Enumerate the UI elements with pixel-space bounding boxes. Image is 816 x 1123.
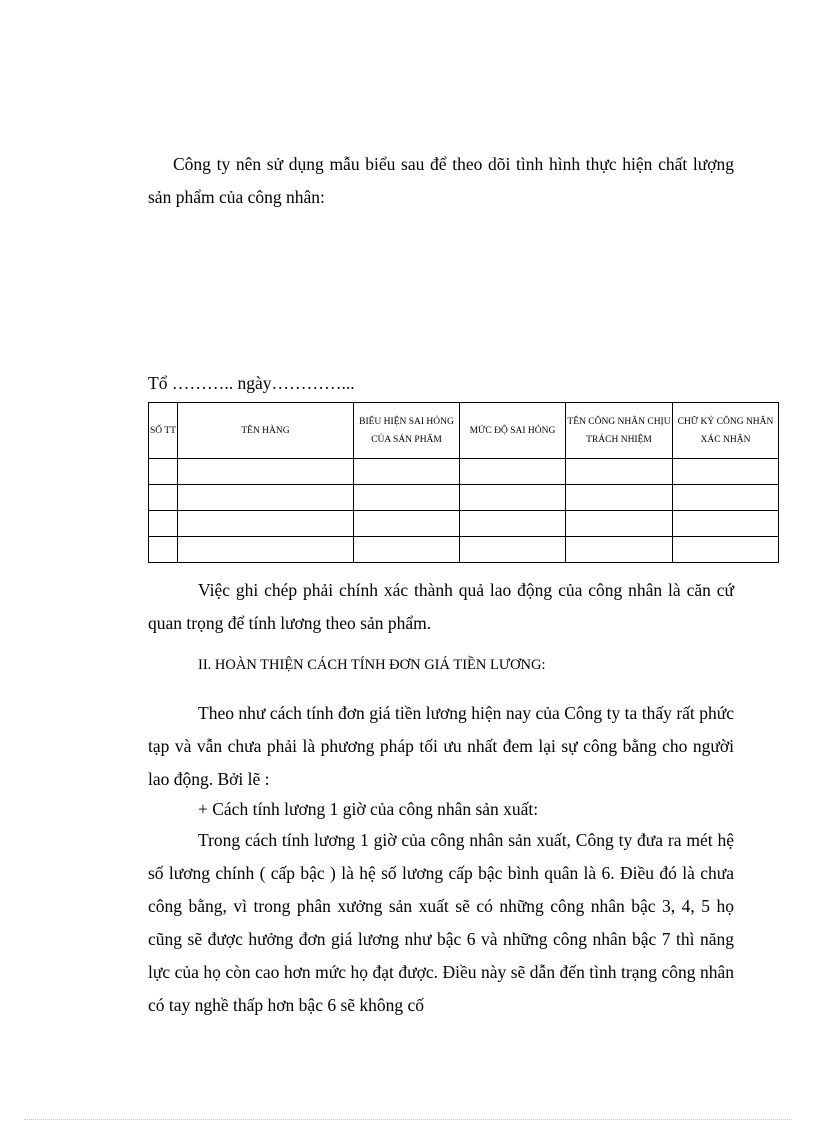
hourly-wage-bullet: + Cách tính lương 1 giờ của công nhân sản xuất: xyxy=(198,799,539,819)
table-cell xyxy=(460,459,566,485)
table-cell xyxy=(566,485,673,511)
table-cell xyxy=(178,485,354,511)
table-cell xyxy=(566,459,673,485)
table-cell xyxy=(460,537,566,563)
hourly-wage-detail-paragraph: Trong cách tính lương 1 giờ của công nhân sản xuất, Công ty đưa ra mét hệ số lương chính ( cấp bậc ) là hệ số lương cấp bậc bình quân là 6. Điều đó là chưa công bằng, vì trong phân xưởng sản xuất sẽ có những công nhân bậc 3, 4, 5 họ cũng sẽ được hưởng đơn giá lương như bậc 6 và những công nhân bậc 7 thì năng lực của họ còn cao hơn mức họ đạt được. Điều này sẽ dẫn đến tình trạng công nhân có tay nghề thấp hơn bậc 6 sẽ không cố xyxy=(148,830,734,1015)
table-cell xyxy=(354,537,460,563)
table-cell xyxy=(149,511,178,537)
column-header-stt: SỐ TT xyxy=(149,403,178,459)
record-keeping-paragraph: Việc ghi chép phải chính xác thành quả lao động của công nhân là căn cứ quan trọng để tính lương theo sản phẩm. xyxy=(148,580,734,633)
table-cell xyxy=(354,511,460,537)
current-method-paragraph: Theo như cách tính đơn giá tiền lương hiện nay của Công ty ta thấy rất phức tạp và vẫn chưa phải là phương pháp tối ưu nhất đem lại sự công bằng cho người lao động. Bởi lẽ : xyxy=(148,703,734,789)
table-cell xyxy=(149,459,178,485)
table-cell xyxy=(566,537,673,563)
table-cell xyxy=(566,511,673,537)
column-header-responsible-worker: TÊN CÔNG NHÂN CHỊU TRÁCH NHIỆM xyxy=(566,403,673,459)
quality-tracking-form xyxy=(148,402,779,563)
table-cell xyxy=(460,485,566,511)
intro-paragraph: Công ty nên sử dụng mẫu biểu sau để theo dõi tình hình thực hiện chất lượng sản phẩm của công nhân: xyxy=(148,154,734,207)
table-cell xyxy=(673,511,779,537)
table-cell xyxy=(149,537,178,563)
table-row xyxy=(149,485,779,511)
column-header-worker-signature: CHỮ KÝ CÔNG NHÂN XÁC NHẬN xyxy=(673,403,779,459)
table-cell xyxy=(354,485,460,511)
column-header-product-name: TÊN HÀNG xyxy=(178,403,354,459)
table-row xyxy=(149,511,779,537)
table-cell xyxy=(178,537,354,563)
form-header-line: Tổ ……….. ngày…………... xyxy=(148,373,355,393)
table-cell xyxy=(673,459,779,485)
form-header-row xyxy=(149,403,779,459)
table-row xyxy=(149,459,779,485)
column-header-defect-description: BIỂU HIỆN SAI HỎNG CỦA SẢN PHẨM xyxy=(354,403,460,459)
table-cell xyxy=(673,537,779,563)
column-header-defect-severity: MỨC ĐỘ SAI HỎNG xyxy=(460,403,566,459)
page-bottom-divider xyxy=(24,1119,792,1120)
table-cell xyxy=(354,459,460,485)
table-cell xyxy=(178,511,354,537)
section-heading: II. HOÀN THIỆN CÁCH TÍNH ĐƠN GIÁ TIỀN LƯƠNG: xyxy=(198,657,546,673)
table-cell xyxy=(673,485,779,511)
table-cell xyxy=(460,511,566,537)
table-row xyxy=(149,537,779,563)
table-cell xyxy=(149,485,178,511)
table-cell xyxy=(178,459,354,485)
